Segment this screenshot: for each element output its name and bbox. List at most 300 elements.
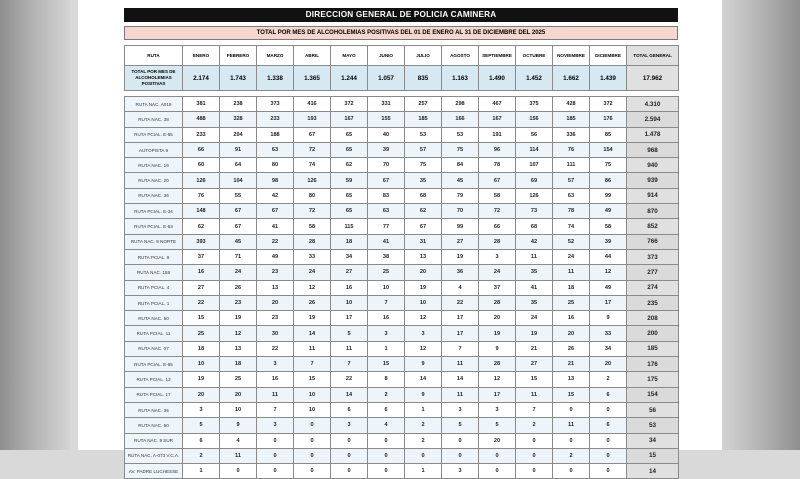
month-value: 373 bbox=[257, 97, 294, 112]
route-name: RUTA NAC. 07 bbox=[125, 341, 183, 356]
month-value: 37 bbox=[479, 280, 516, 295]
month-value: 63 bbox=[368, 204, 405, 219]
table-row bbox=[125, 265, 679, 280]
route-name: RUTA PCIAL. 17 bbox=[125, 387, 183, 402]
month-value: 24 bbox=[220, 265, 257, 280]
month-value: 23 bbox=[220, 295, 257, 310]
month-value: 10 bbox=[368, 280, 405, 295]
month-value: 24 bbox=[553, 249, 590, 264]
month-value: 185 bbox=[405, 112, 442, 127]
route-name: RUTA NAC. 38 bbox=[125, 112, 183, 127]
month-value: 17 bbox=[590, 295, 627, 310]
month-value: 18 bbox=[553, 280, 590, 295]
month-value: 13 bbox=[405, 249, 442, 264]
month-value: 0 bbox=[590, 433, 627, 448]
month-value: 11 bbox=[442, 387, 479, 402]
table-row bbox=[125, 112, 679, 127]
summary-value: 1.163 bbox=[442, 66, 479, 91]
table-row bbox=[125, 219, 679, 234]
month-value: 22 bbox=[257, 234, 294, 249]
table-row bbox=[125, 97, 679, 112]
month-value: 35 bbox=[516, 295, 553, 310]
month-value: 0 bbox=[479, 448, 516, 463]
month-value: 18 bbox=[331, 234, 368, 249]
month-value: 0 bbox=[331, 464, 368, 479]
month-header: AGOSTO bbox=[442, 46, 479, 66]
month-value: 65 bbox=[331, 127, 368, 142]
month-value: 17 bbox=[442, 311, 479, 326]
month-value: 20 bbox=[479, 433, 516, 448]
month-value: 393 bbox=[183, 234, 220, 249]
route-total: 208 bbox=[627, 311, 679, 326]
month-value: 0 bbox=[257, 464, 294, 479]
month-value: 416 bbox=[294, 97, 331, 112]
month-value: 34 bbox=[331, 249, 368, 264]
month-value: 10 bbox=[183, 357, 220, 372]
route-total: 939 bbox=[627, 173, 679, 188]
month-value: 9 bbox=[220, 418, 257, 433]
month-value: 19 bbox=[479, 326, 516, 341]
route-total: 200 bbox=[627, 326, 679, 341]
month-value: 27 bbox=[442, 234, 479, 249]
month-value: 72 bbox=[479, 204, 516, 219]
table-row bbox=[125, 295, 679, 310]
month-value: 73 bbox=[516, 204, 553, 219]
month-value: 11 bbox=[553, 418, 590, 433]
month-value: 33 bbox=[590, 326, 627, 341]
month-value: 58 bbox=[294, 219, 331, 234]
month-value: 63 bbox=[553, 188, 590, 203]
month-header: FEBRERO bbox=[220, 46, 257, 66]
month-value: 238 bbox=[220, 97, 257, 112]
month-value: 257 bbox=[405, 97, 442, 112]
month-value: 62 bbox=[183, 219, 220, 234]
month-value: 0 bbox=[257, 433, 294, 448]
month-header: MAYO bbox=[331, 46, 368, 66]
route-total: 274 bbox=[627, 280, 679, 295]
month-value: 0 bbox=[553, 464, 590, 479]
month-value: 72 bbox=[294, 142, 331, 157]
route-name: RUTA NAC. 19 bbox=[125, 158, 183, 173]
month-value: 2 bbox=[368, 387, 405, 402]
month-value: 10 bbox=[331, 295, 368, 310]
month-value: 12 bbox=[590, 265, 627, 280]
month-value: 0 bbox=[553, 402, 590, 417]
month-value: 85 bbox=[590, 127, 627, 142]
month-value: 98 bbox=[257, 173, 294, 188]
month-value: 55 bbox=[220, 188, 257, 203]
summary-value: 2.174 bbox=[183, 66, 220, 91]
month-value: 9 bbox=[590, 311, 627, 326]
month-header: JULIO bbox=[405, 46, 442, 66]
month-value: 25 bbox=[368, 265, 405, 280]
month-value: 96 bbox=[479, 142, 516, 157]
month-value: 24 bbox=[479, 265, 516, 280]
month-value: 63 bbox=[257, 142, 294, 157]
month-value: 6 bbox=[331, 402, 368, 417]
month-value: 49 bbox=[590, 280, 627, 295]
month-value: 84 bbox=[442, 158, 479, 173]
month-value: 17 bbox=[331, 311, 368, 326]
month-value: 21 bbox=[516, 341, 553, 356]
route-name: RUTA NAC. 35 bbox=[125, 402, 183, 417]
month-value: 24 bbox=[294, 265, 331, 280]
month-value: 49 bbox=[257, 249, 294, 264]
month-value: 79 bbox=[442, 188, 479, 203]
route-name: RUTA NAC. A019 bbox=[125, 97, 183, 112]
month-value: 5 bbox=[183, 418, 220, 433]
month-value: 18 bbox=[220, 357, 257, 372]
month-value: 67 bbox=[257, 204, 294, 219]
month-value: 68 bbox=[405, 188, 442, 203]
route-name: RUTA PCIAL. E-55 bbox=[125, 357, 183, 372]
month-value: 25 bbox=[183, 326, 220, 341]
month-value: 15 bbox=[368, 357, 405, 372]
month-value: 1 bbox=[368, 341, 405, 356]
month-value: 20 bbox=[183, 387, 220, 402]
month-value: 22 bbox=[331, 372, 368, 387]
summary-label: TOTAL POR MES DE ALCOHOLEMIAS POSITIVAS bbox=[125, 66, 183, 91]
month-value: 10 bbox=[405, 295, 442, 310]
month-value: 328 bbox=[220, 112, 257, 127]
month-value: 76 bbox=[553, 142, 590, 157]
route-total: 940 bbox=[627, 158, 679, 173]
route-total: 277 bbox=[627, 265, 679, 280]
month-value: 167 bbox=[331, 112, 368, 127]
month-value: 3 bbox=[442, 402, 479, 417]
route-total: 1.478 bbox=[627, 127, 679, 142]
month-value: 34 bbox=[590, 341, 627, 356]
month-value: 154 bbox=[590, 142, 627, 157]
month-value: 11 bbox=[257, 387, 294, 402]
month-value: 20 bbox=[590, 357, 627, 372]
route-total: 766 bbox=[627, 234, 679, 249]
table-row bbox=[125, 372, 679, 387]
route-name: RUTA NAC. 36 bbox=[125, 188, 183, 203]
table-row bbox=[125, 464, 679, 479]
month-value: 22 bbox=[442, 295, 479, 310]
month-value: 68 bbox=[516, 219, 553, 234]
month-value: 44 bbox=[590, 249, 627, 264]
month-value: 156 bbox=[516, 112, 553, 127]
month-value: 0 bbox=[368, 433, 405, 448]
month-value: 26 bbox=[294, 295, 331, 310]
month-value: 0 bbox=[294, 418, 331, 433]
month-value: 0 bbox=[368, 464, 405, 479]
page-title: DIRECCION GENERAL DE POLICIA CAMINERA bbox=[124, 8, 678, 22]
month-value: 185 bbox=[553, 112, 590, 127]
table-row bbox=[125, 311, 679, 326]
month-value: 8 bbox=[368, 372, 405, 387]
table-row bbox=[125, 433, 679, 448]
route-name: RUTA PCIAL. 11 bbox=[125, 326, 183, 341]
month-value: 4 bbox=[368, 418, 405, 433]
month-value: 204 bbox=[220, 127, 257, 142]
month-value: 16 bbox=[331, 280, 368, 295]
route-column-header: RUTA bbox=[125, 46, 183, 66]
month-header: MARZO bbox=[257, 46, 294, 66]
month-value: 56 bbox=[516, 127, 553, 142]
month-value: 45 bbox=[442, 173, 479, 188]
month-value: 7 bbox=[257, 402, 294, 417]
month-value: 233 bbox=[183, 127, 220, 142]
month-value: 375 bbox=[516, 97, 553, 112]
month-value: 83 bbox=[368, 188, 405, 203]
month-value: 80 bbox=[294, 188, 331, 203]
month-header: NOVIEMBRE bbox=[553, 46, 590, 66]
month-value: 60 bbox=[183, 158, 220, 173]
table-row bbox=[125, 173, 679, 188]
month-value: 372 bbox=[331, 97, 368, 112]
month-value: 58 bbox=[479, 188, 516, 203]
month-value: 7 bbox=[516, 402, 553, 417]
month-value: 2 bbox=[183, 448, 220, 463]
month-value: 0 bbox=[294, 448, 331, 463]
route-total: 2.594 bbox=[627, 112, 679, 127]
month-value: 67 bbox=[405, 219, 442, 234]
month-header: ENERO bbox=[183, 46, 220, 66]
route-total: 34 bbox=[627, 433, 679, 448]
month-value: 42 bbox=[257, 188, 294, 203]
route-name: RUTA PCIAL. E-53 bbox=[125, 219, 183, 234]
table-row bbox=[125, 249, 679, 264]
route-name: RUTA NAC. 60 bbox=[125, 311, 183, 326]
month-value: 99 bbox=[590, 188, 627, 203]
month-value: 3 bbox=[257, 357, 294, 372]
month-value: 0 bbox=[516, 464, 553, 479]
summary-value: 835 bbox=[405, 66, 442, 91]
month-value: 99 bbox=[442, 219, 479, 234]
month-value: 31 bbox=[405, 234, 442, 249]
month-value: 12 bbox=[294, 280, 331, 295]
month-value: 1 bbox=[183, 464, 220, 479]
month-value: 331 bbox=[368, 97, 405, 112]
route-name: RUTA NAC. 9 NORTE bbox=[125, 234, 183, 249]
route-name: RUTA NAC. 158 bbox=[125, 265, 183, 280]
month-value: 66 bbox=[183, 142, 220, 157]
month-value: 12 bbox=[405, 311, 442, 326]
month-value: 5 bbox=[442, 418, 479, 433]
month-value: 74 bbox=[553, 219, 590, 234]
month-value: 148 bbox=[183, 204, 220, 219]
month-value: 0 bbox=[220, 464, 257, 479]
route-name: RUTA NAC. 9 SUR bbox=[125, 433, 183, 448]
month-value: 193 bbox=[294, 112, 331, 127]
month-value: 12 bbox=[405, 341, 442, 356]
route-name: RUTA PCIAL. E-34 bbox=[125, 204, 183, 219]
month-value: 17 bbox=[479, 387, 516, 402]
table-row bbox=[125, 418, 679, 433]
month-value: 9 bbox=[479, 341, 516, 356]
month-value: 467 bbox=[479, 97, 516, 112]
month-value: 91 bbox=[220, 142, 257, 157]
month-value: 37 bbox=[183, 249, 220, 264]
month-value: 13 bbox=[220, 341, 257, 356]
month-value: 41 bbox=[368, 234, 405, 249]
route-name: RUTA NAC. 60 bbox=[125, 418, 183, 433]
month-value: 67 bbox=[294, 127, 331, 142]
month-value: 0 bbox=[331, 433, 368, 448]
month-value: 3 bbox=[479, 249, 516, 264]
summary-value: 1.057 bbox=[368, 66, 405, 91]
route-total: 185 bbox=[627, 341, 679, 356]
month-value: 62 bbox=[405, 204, 442, 219]
month-value: 62 bbox=[331, 158, 368, 173]
summary-value: 1.365 bbox=[294, 66, 331, 91]
table-row bbox=[125, 387, 679, 402]
grand-total-value: 17.962 bbox=[627, 66, 679, 91]
month-value: 3 bbox=[183, 402, 220, 417]
route-name: RUTA PCIAL. 9 bbox=[125, 249, 183, 264]
month-value: 155 bbox=[368, 112, 405, 127]
month-value: 75 bbox=[590, 158, 627, 173]
month-value: 2 bbox=[405, 433, 442, 448]
month-value: 2 bbox=[516, 418, 553, 433]
month-value: 7 bbox=[294, 357, 331, 372]
month-value: 22 bbox=[257, 341, 294, 356]
month-value: 15 bbox=[294, 372, 331, 387]
month-value: 3 bbox=[257, 418, 294, 433]
month-value: 57 bbox=[405, 142, 442, 157]
month-value: 9 bbox=[405, 357, 442, 372]
month-value: 33 bbox=[294, 249, 331, 264]
month-value: 0 bbox=[590, 464, 627, 479]
month-value: 2 bbox=[553, 448, 590, 463]
month-value: 25 bbox=[220, 372, 257, 387]
month-value: 0 bbox=[294, 433, 331, 448]
route-total: 56 bbox=[627, 402, 679, 417]
month-value: 69 bbox=[516, 173, 553, 188]
month-value: 0 bbox=[553, 433, 590, 448]
table-row bbox=[125, 402, 679, 417]
month-value: 64 bbox=[220, 158, 257, 173]
left-blurred-border bbox=[0, 0, 70, 450]
month-value: 0 bbox=[590, 448, 627, 463]
month-value: 86 bbox=[590, 173, 627, 188]
month-value: 15 bbox=[516, 372, 553, 387]
month-value: 76 bbox=[183, 188, 220, 203]
month-value: 381 bbox=[183, 97, 220, 112]
month-value: 12 bbox=[220, 326, 257, 341]
month-value: 53 bbox=[442, 127, 479, 142]
total-column-header: TOTAL GENERAL bbox=[627, 46, 679, 66]
month-value: 0 bbox=[590, 402, 627, 417]
month-value: 166 bbox=[442, 112, 479, 127]
month-value: 0 bbox=[442, 448, 479, 463]
month-value: 0 bbox=[405, 448, 442, 463]
month-header: OCTUBRE bbox=[516, 46, 553, 66]
month-value: 12 bbox=[479, 372, 516, 387]
month-value: 2 bbox=[405, 418, 442, 433]
routes-table bbox=[124, 96, 679, 479]
summary-row bbox=[125, 66, 679, 91]
month-value: 6 bbox=[368, 402, 405, 417]
month-value: 0 bbox=[331, 448, 368, 463]
month-value: 20 bbox=[479, 311, 516, 326]
route-name: RUTA PCIAL. E-55 bbox=[125, 127, 183, 142]
table-row bbox=[125, 127, 679, 142]
month-value: 80 bbox=[257, 158, 294, 173]
month-value: 27 bbox=[183, 280, 220, 295]
month-value: 7 bbox=[368, 295, 405, 310]
month-value: 28 bbox=[294, 234, 331, 249]
route-total: 968 bbox=[627, 142, 679, 157]
route-total: 15 bbox=[627, 448, 679, 463]
table-row bbox=[125, 158, 679, 173]
month-value: 19 bbox=[183, 372, 220, 387]
month-value: 49 bbox=[590, 204, 627, 219]
route-total: 176 bbox=[627, 357, 679, 372]
month-value: 20 bbox=[257, 295, 294, 310]
month-value: 16 bbox=[368, 311, 405, 326]
month-value: 126 bbox=[294, 173, 331, 188]
month-value: 10 bbox=[294, 387, 331, 402]
table-row bbox=[125, 204, 679, 219]
route-name: RUTA NAC. 20 bbox=[125, 173, 183, 188]
table-subtitle: TOTAL POR MES DE ALCOHOLEMIAS POSITIVAS DEL 01 DE ENERO AL 31 DE DICIEMBRE DEL 2025 bbox=[124, 26, 678, 40]
month-header: DICIEMBRE bbox=[590, 46, 627, 66]
column-header-row bbox=[125, 46, 679, 66]
month-value: 0 bbox=[479, 464, 516, 479]
month-value: 19 bbox=[405, 280, 442, 295]
route-name: AUTOPISTA 9 bbox=[125, 142, 183, 157]
summary-value: 1.439 bbox=[590, 66, 627, 91]
table-row bbox=[125, 234, 679, 249]
month-value: 115 bbox=[331, 219, 368, 234]
route-total: 914 bbox=[627, 188, 679, 203]
route-name: AV. PADRE LUCHESSE bbox=[125, 464, 183, 479]
month-value: 4 bbox=[220, 433, 257, 448]
month-value: 42 bbox=[516, 234, 553, 249]
month-value: 0 bbox=[257, 448, 294, 463]
route-total: 175 bbox=[627, 372, 679, 387]
month-value: 59 bbox=[331, 173, 368, 188]
month-value: 23 bbox=[257, 311, 294, 326]
month-value: 67 bbox=[220, 219, 257, 234]
month-value: 14 bbox=[442, 372, 479, 387]
month-value: 78 bbox=[479, 158, 516, 173]
month-value: 428 bbox=[553, 97, 590, 112]
month-value: 39 bbox=[368, 142, 405, 157]
month-value: 28 bbox=[479, 295, 516, 310]
table-row bbox=[125, 448, 679, 463]
table-row bbox=[125, 357, 679, 372]
table-row bbox=[125, 280, 679, 295]
month-value: 17 bbox=[442, 326, 479, 341]
route-total: 4.310 bbox=[627, 97, 679, 112]
route-name: RUTA PCIAL. 4 bbox=[125, 280, 183, 295]
month-value: 18 bbox=[183, 341, 220, 356]
month-value: 70 bbox=[368, 158, 405, 173]
month-value: 3 bbox=[405, 326, 442, 341]
month-value: 126 bbox=[516, 188, 553, 203]
month-value: 41 bbox=[516, 280, 553, 295]
summary-value: 1.662 bbox=[553, 66, 590, 91]
month-value: 10 bbox=[294, 402, 331, 417]
table-row bbox=[125, 326, 679, 341]
month-value: 7 bbox=[442, 341, 479, 356]
month-value: 36 bbox=[442, 265, 479, 280]
month-value: 6 bbox=[590, 387, 627, 402]
route-name: RUTA PCIAL. 1 bbox=[125, 295, 183, 310]
month-value: 167 bbox=[479, 112, 516, 127]
month-value: 71 bbox=[220, 249, 257, 264]
month-value: 58 bbox=[590, 219, 627, 234]
summary-value: 1.743 bbox=[220, 66, 257, 91]
month-value: 25 bbox=[553, 295, 590, 310]
month-value: 104 bbox=[220, 173, 257, 188]
month-value: 65 bbox=[331, 188, 368, 203]
